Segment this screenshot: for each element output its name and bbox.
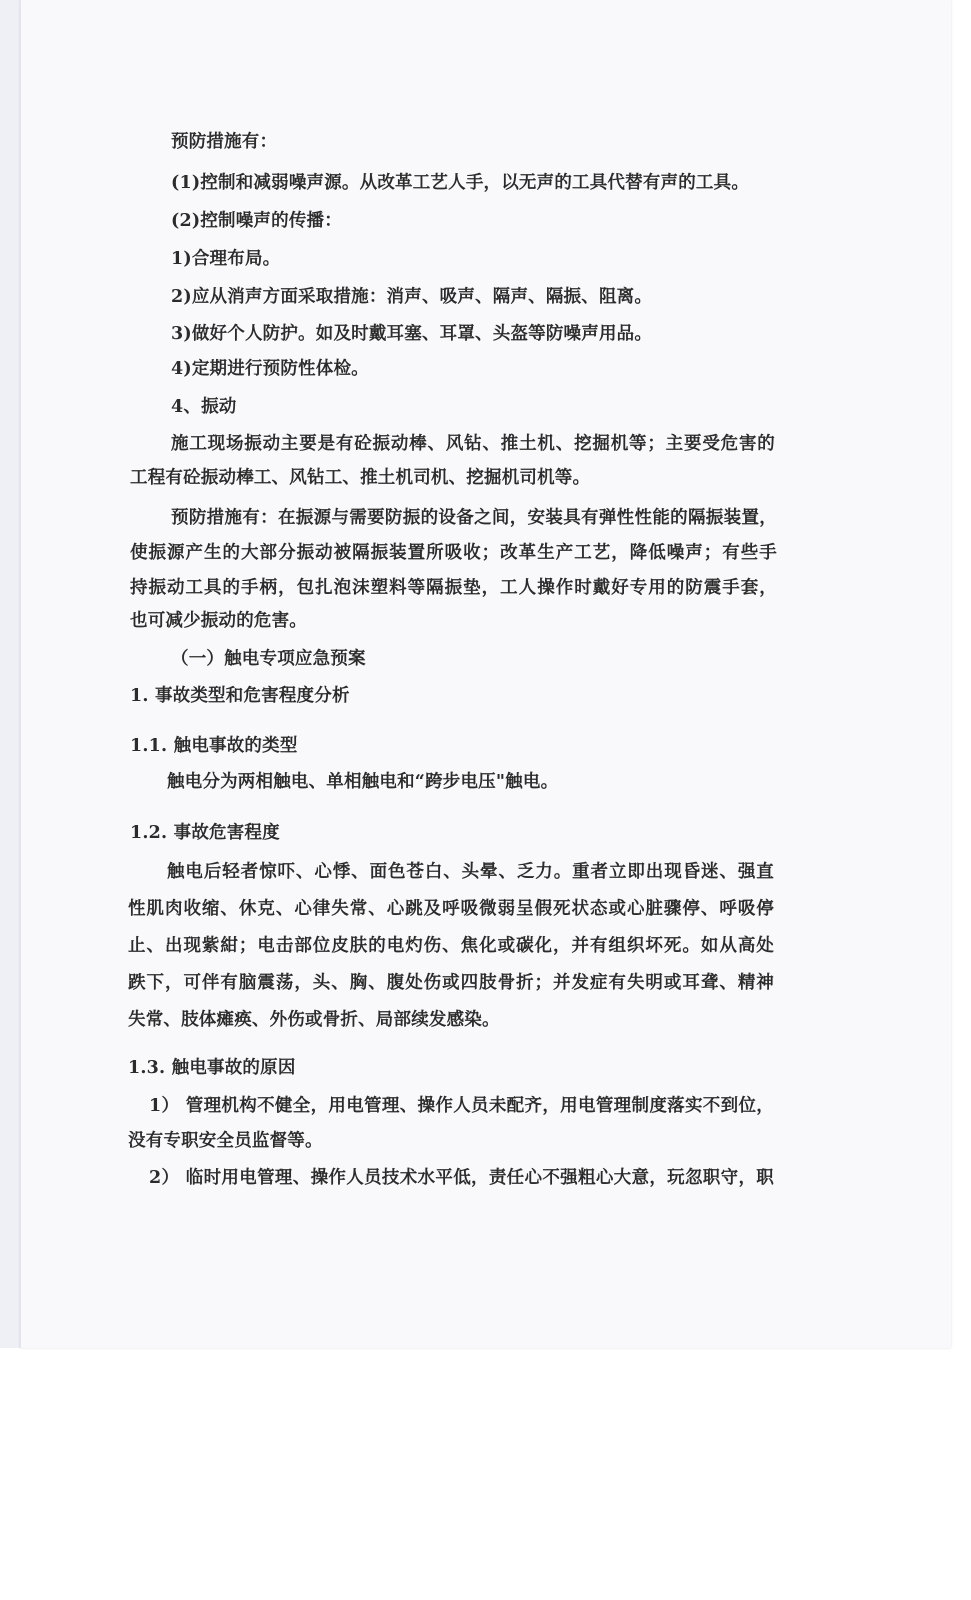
text-line: (1)控制和减弱噪声源。从改革工艺人手，以无声的工具代替有声的工具。 xyxy=(171,173,750,193)
text-line: 也可减少振动的危害。 xyxy=(130,611,307,631)
text-line: 没有专职安全员监督等。 xyxy=(128,1131,323,1151)
text-line: 1） 管理机构不健全，用电管理、操作人员未配齐，用电管理制度落实不到位， xyxy=(149,1096,774,1116)
section-heading: 4、振动 xyxy=(171,397,237,417)
text-line: 触电后轻者惊吓、心悸、面色苍白、头晕、乏力。重者立即出现昏迷、强直 xyxy=(167,862,774,882)
text-line: 预防措施有： xyxy=(171,132,278,152)
text-line: 失常、肢体瘫痪、外伤或骨折、局部续发感染。 xyxy=(128,1010,500,1030)
text-line: 止、出现紫紺；电击部位皮肤的电灼伤、焦化或碳化，并有组织坏死。如从高处 xyxy=(128,936,774,956)
text-line: 预防措施有：在振源与需要防振的设备之间，安装具有弹性性能的隔振装置， xyxy=(171,508,777,528)
text-line: 触电分为两相触电、单相触电和“跨步电压"触电。 xyxy=(167,772,559,792)
text-line: 3)做好个人防护。如及时戴耳塞、耳罩、头盔等防噪声用品。 xyxy=(171,324,653,344)
text-line: 4)定期进行预防性体检。 xyxy=(171,359,369,379)
section-heading: 1.2. 事故危害程度 xyxy=(130,823,280,843)
text-line: 使振源产生的大部分振动被隔振装置所吸收；改革生产工艺，降低噪声；有些手 xyxy=(130,543,777,563)
text-line: 施工现场振动主要是有砼振动棒、风钻、推土机、挖掘机等；主要受危害的 xyxy=(171,434,775,454)
text-line: 性肌肉收缩、休克、心律失常、心跳及呼吸微弱呈假死状态或心脏骤停、呼吸停 xyxy=(128,899,774,919)
text-line: (2)控制噪声的传播： xyxy=(171,211,342,231)
section-heading: （一）触电专项应急预案 xyxy=(171,649,366,669)
section-heading: 1.1. 触电事故的类型 xyxy=(130,736,298,756)
text-line: 1)合理布局。 xyxy=(171,249,281,269)
text-line: 跌下，可伴有脑震荡，头、胸、腹处伤或四肢骨折；并发症有失明或耳聋、精神 xyxy=(128,973,774,993)
text-line: 2） 临时用电管理、操作人员技术水平低，责任心不强粗心大意，玩忽职守，职 xyxy=(149,1168,774,1188)
text-line: 工程有砼振动棒工、风钻工、推土机司机、挖掘机司机等。 xyxy=(130,468,591,488)
scan-margin-strip xyxy=(0,0,20,1348)
section-heading: 1. 事故类型和危害程度分析 xyxy=(130,686,350,706)
text-line: 2)应从消声方面采取措施：消声、吸声、隔声、隔振、阻离。 xyxy=(171,287,653,307)
section-heading: 1.3. 触电事故的原因 xyxy=(128,1058,296,1078)
text-line: 持振动工具的手柄，包扎泡沫塑料等隔振垫，工人操作时戴好专用的防震手套， xyxy=(130,578,777,598)
